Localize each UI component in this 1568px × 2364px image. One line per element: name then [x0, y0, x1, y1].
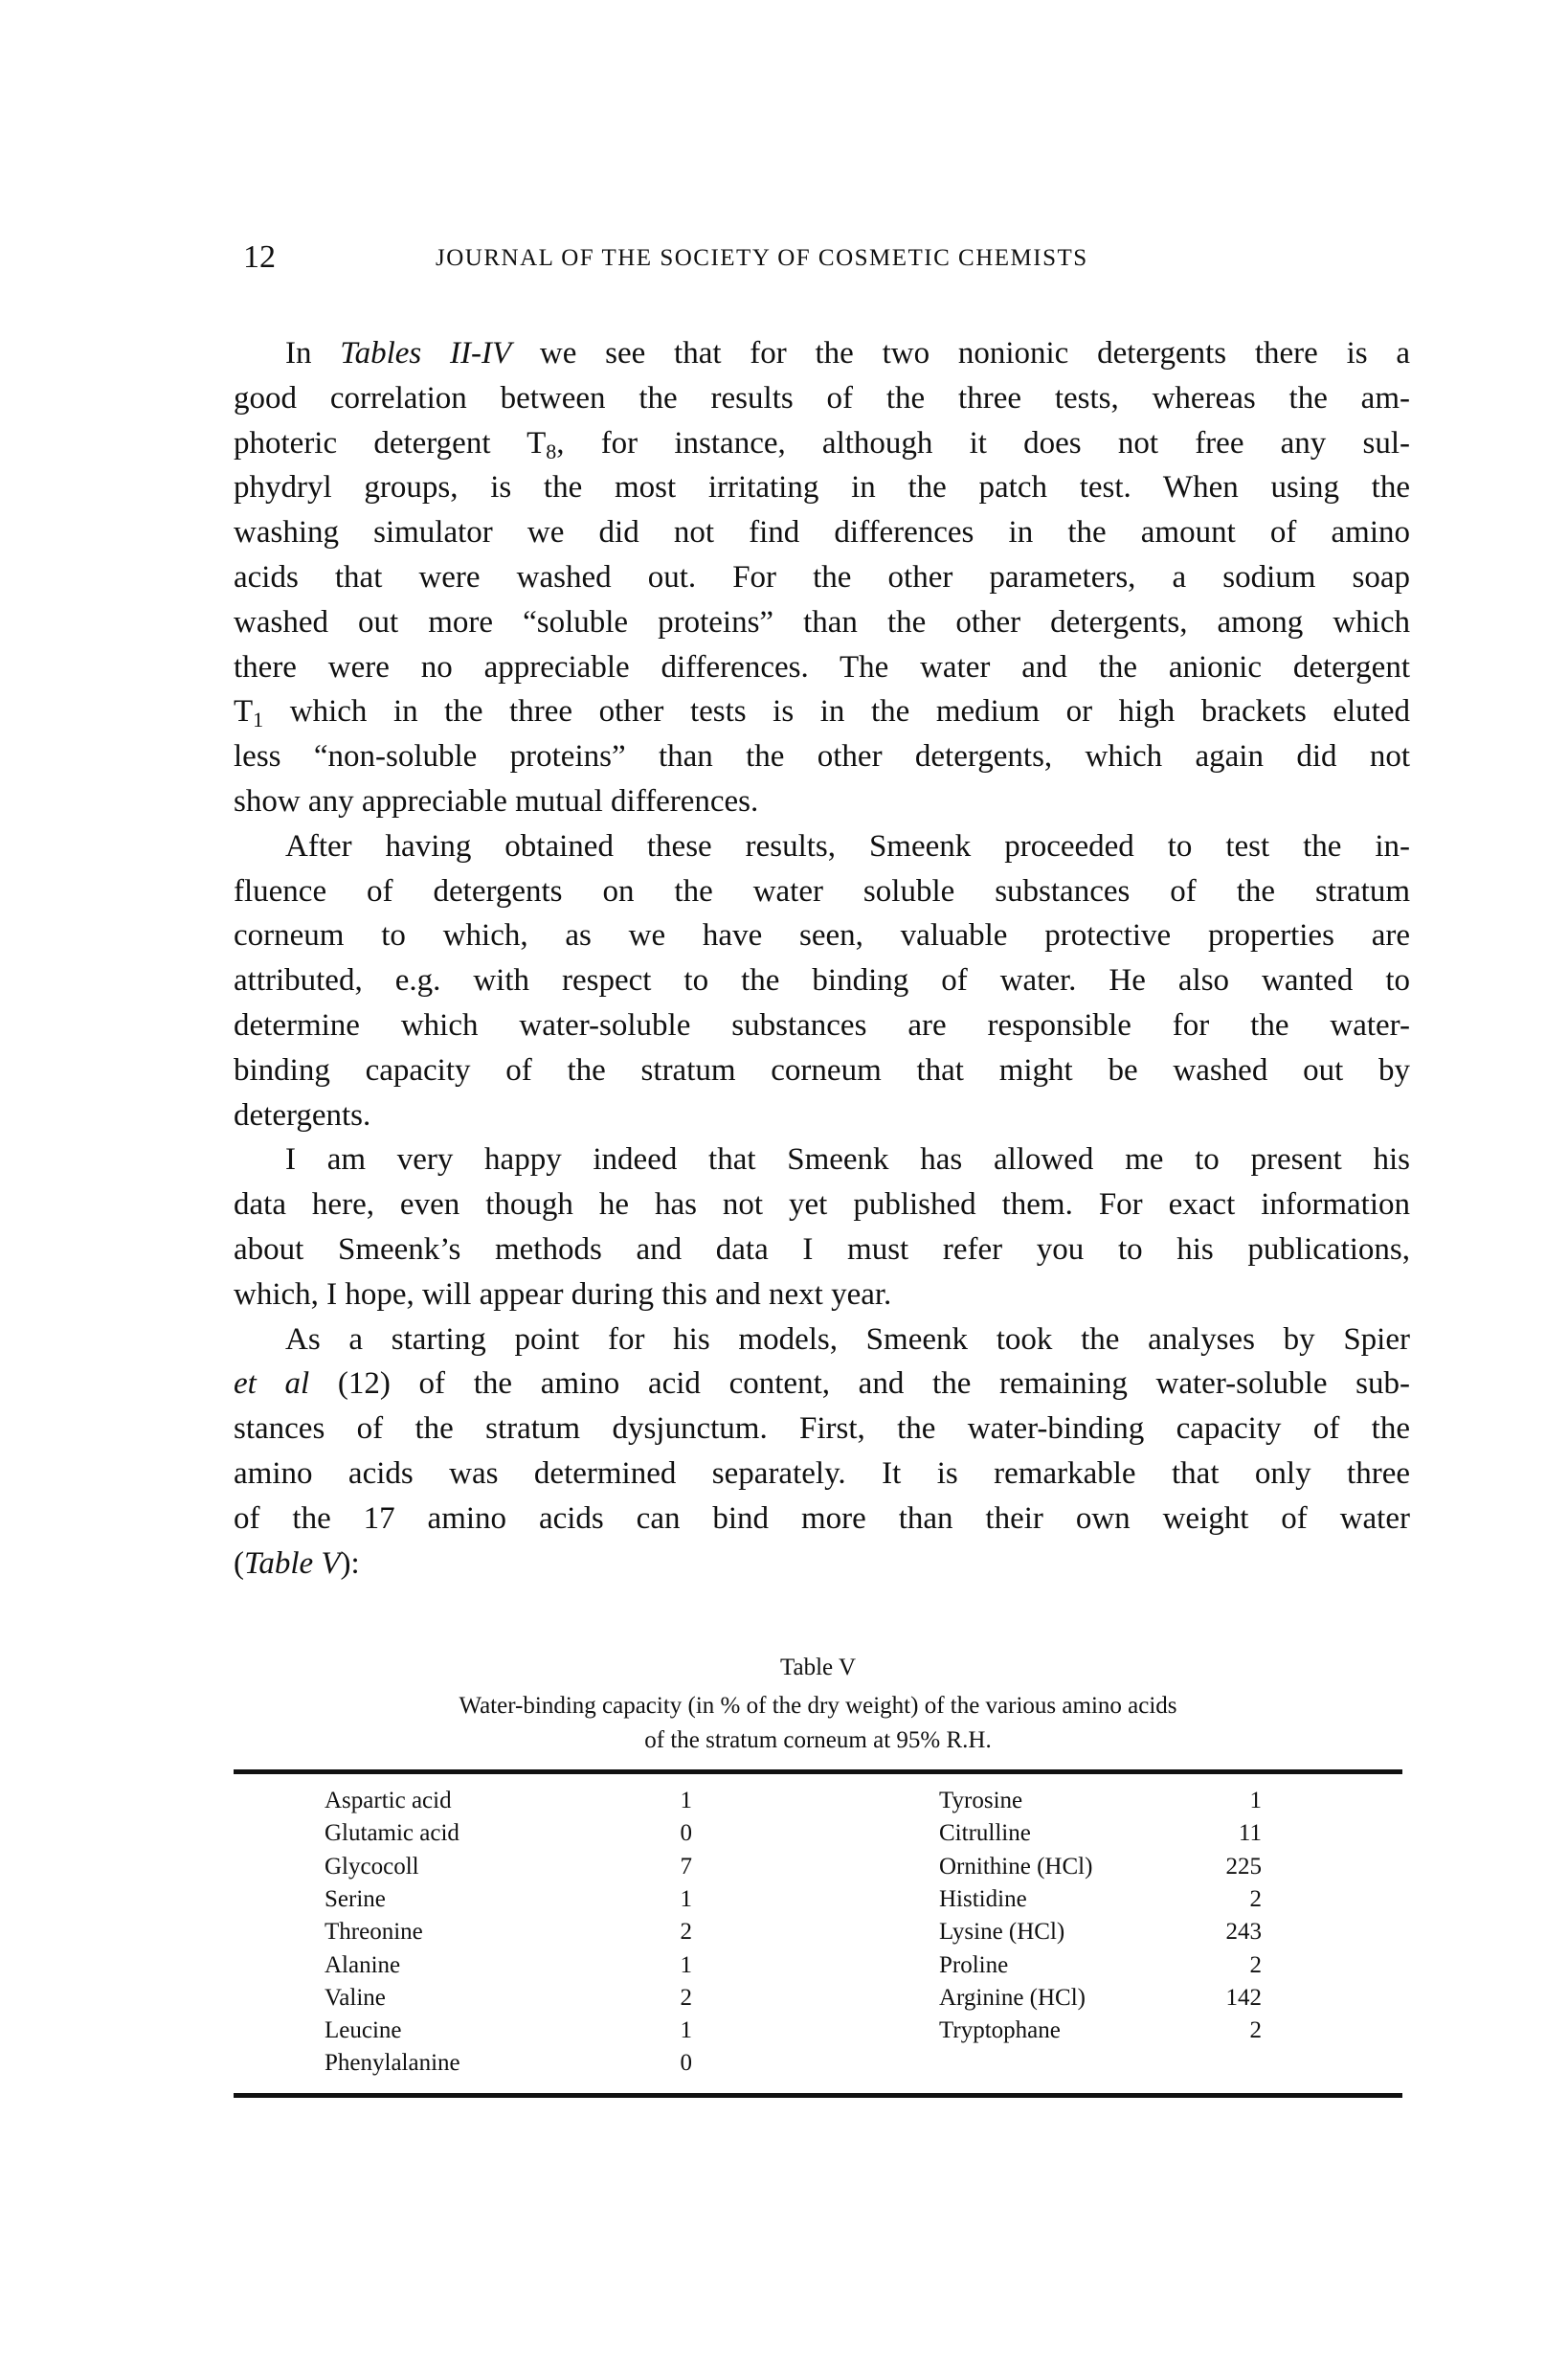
amino-acid-name: Ornithine (HCl) — [939, 1853, 1093, 1880]
text-line — [234, 1542, 1410, 1587]
text-line — [234, 1093, 1410, 1138]
text-line — [234, 421, 1410, 466]
text-span: data here, even though he has not yet published them. For exact information — [234, 1187, 1410, 1223]
water-binding-value: 1 — [680, 1788, 692, 1813]
text-span: about Smeenk’s methods and data I must refer you to his publications, — [234, 1231, 1410, 1267]
italic-text: et al — [234, 1366, 310, 1402]
water-binding-value: 2 — [1249, 2017, 1262, 2044]
water-binding-value: 2 — [1249, 1885, 1262, 1912]
text-line — [234, 376, 1410, 421]
text-span: After having obtained these results, Smeenk proceeded to test the in- — [285, 828, 1410, 864]
text-span: washing simulator we did not find differences in the amount of amino — [234, 515, 1410, 551]
table-bottom-rule — [234, 2093, 1402, 2098]
text-line — [234, 465, 1410, 510]
text-span: ): — [340, 1545, 360, 1581]
amino-acid-name: Leucine — [325, 2017, 402, 2044]
amino-acid-name: Valine — [325, 1984, 386, 2011]
text-span: show any appreciable mutual differences. — [234, 783, 759, 819]
text-span: fluence of detergents on the water soluble substances of the stratum — [234, 873, 1410, 909]
text-span: ( — [234, 1545, 244, 1581]
text-span: which in the three other tests is in the medium or high brackets eluted — [263, 694, 1410, 730]
amino-acid-name: Proline — [939, 1951, 1009, 1978]
text-line — [234, 1048, 1410, 1093]
text-line — [234, 1362, 1410, 1407]
text-span: amino acids was determined separately. It is remarkable that only three — [234, 1455, 1410, 1491]
water-binding-value: 1 — [1249, 1788, 1262, 1813]
water-binding-value: 2 — [1249, 1951, 1262, 1978]
subscript: 1 — [253, 708, 264, 732]
italic-text: Table V — [244, 1545, 341, 1581]
water-binding-value: 1 — [680, 1951, 692, 1978]
water-binding-value: 1 — [680, 1885, 692, 1912]
text-span: detergents. — [234, 1097, 371, 1133]
water-binding-value: 2 — [680, 1984, 692, 2011]
water-binding-value: 1 — [680, 2017, 692, 2044]
text-span: corneum to which, as we have seen, valuable protective properties are — [234, 918, 1410, 954]
water-binding-value: 7 — [680, 1853, 692, 1880]
text-span: T — [234, 694, 254, 730]
text-line — [234, 824, 1410, 869]
text-line — [234, 1272, 1410, 1317]
water-binding-value: 0 — [680, 1820, 692, 1847]
text-span: acids that were washed out. For the other parameters, a sodium soap — [234, 559, 1410, 595]
text-span: As a starting point for his models, Smeenk took the analyses by Spier — [285, 1321, 1410, 1357]
text-line — [234, 1227, 1410, 1272]
text-line — [234, 331, 1410, 376]
text-span: phydryl groups, is the most irritating in the patch test. When using the — [234, 470, 1410, 506]
text-line — [234, 1497, 1410, 1542]
amino-acid-name: Glycocoll — [325, 1853, 419, 1880]
text-span: binding capacity of the stratum corneum that might be washed out by — [234, 1052, 1410, 1088]
text-line — [234, 645, 1410, 690]
amino-acid-name: Alanine — [325, 1951, 401, 1978]
amino-acid-name: Arginine (HCl) — [939, 1984, 1086, 2011]
table-title: Table V — [779, 1655, 857, 1680]
text-line — [234, 913, 1410, 958]
page-number: 12 — [243, 239, 276, 275]
text-span: which, I hope, will appear during this and next year. — [234, 1276, 892, 1312]
text-line — [234, 1452, 1410, 1497]
text-line — [234, 1137, 1410, 1182]
water-binding-value: 2 — [680, 1919, 692, 1946]
amino-acid-name: Histidine — [939, 1885, 1027, 1912]
amino-acid-name: Threonine — [325, 1919, 423, 1946]
text-line — [234, 689, 1410, 734]
text-span: In — [285, 336, 341, 371]
amino-acid-name: Tryptophane — [939, 2017, 1061, 2044]
text-line — [234, 1407, 1410, 1452]
body-text — [234, 331, 1410, 1586]
text-span: stances of the stratum dysjunctum. First, the water-binding capacity of the — [234, 1411, 1410, 1447]
text-line — [234, 555, 1410, 600]
water-binding-value: 11 — [1238, 1820, 1262, 1847]
table-caption-line-2: of the stratum corneum at 95% R.H. — [644, 1727, 992, 1753]
water-binding-value: 243 — [1225, 1919, 1262, 1946]
text-span: washed out more “soluble proteins” than the other detergents, among which — [234, 604, 1410, 640]
text-line — [234, 600, 1410, 645]
text-span: less “non-soluble proteins” than the other detergents, which again did not — [234, 739, 1410, 775]
text-span: , for instance, although it does not free any sul- — [556, 425, 1410, 461]
text-line — [234, 958, 1410, 1003]
amino-acid-name: Glutamic acid — [325, 1820, 459, 1847]
text-span: attributed, e.g. with respect to the binding of water. He also wanted to — [234, 963, 1410, 999]
water-binding-value: 142 — [1225, 1984, 1262, 2011]
text-span: I am very happy indeed that Smeenk has allowed me to present his — [285, 1142, 1410, 1178]
text-span: photeric detergent T — [234, 425, 547, 461]
water-binding-value: 0 — [680, 2050, 692, 2077]
italic-text: Tables II-IV — [340, 336, 512, 371]
text-line — [234, 1003, 1410, 1048]
text-line — [234, 734, 1410, 779]
amino-acid-name: Citrulline — [939, 1820, 1031, 1847]
text-span: of the 17 amino acids can bind more than their own weight of water — [234, 1500, 1410, 1536]
water-binding-value: 225 — [1225, 1853, 1262, 1880]
text-span: good correlation between the results of the three tests, whereas the am- — [234, 380, 1410, 416]
table-caption-line-1: Water-binding capacity (in % of the dry weight) of the various amino acids — [459, 1693, 1177, 1719]
amino-acid-name: Lysine (HCl) — [939, 1919, 1065, 1946]
text-line — [234, 510, 1410, 555]
text-line — [234, 779, 1410, 824]
text-line — [234, 1182, 1410, 1227]
amino-acid-name: Tyrosine — [939, 1788, 1023, 1813]
subscript: 8 — [546, 439, 557, 463]
running-head: JOURNAL OF THE SOCIETY OF COSMETIC CHEMISTS — [436, 245, 1088, 271]
text-span: determine which water-soluble substances are responsible for the water- — [234, 1007, 1410, 1043]
text-span: we see that for the two nonionic detergents there is a — [511, 336, 1410, 371]
text-line — [234, 869, 1410, 914]
amino-acid-name: Serine — [325, 1885, 386, 1912]
text-span: there were no appreciable differences. The water and the anionic detergent — [234, 649, 1410, 685]
amino-acid-name: Phenylalanine — [325, 2050, 460, 2077]
table-top-rule — [234, 1769, 1402, 1774]
text-span: (12) of the amino acid content, and the remaining water-soluble sub- — [309, 1366, 1410, 1402]
amino-acid-name: Aspartic acid — [325, 1788, 452, 1813]
text-line — [234, 1317, 1410, 1362]
